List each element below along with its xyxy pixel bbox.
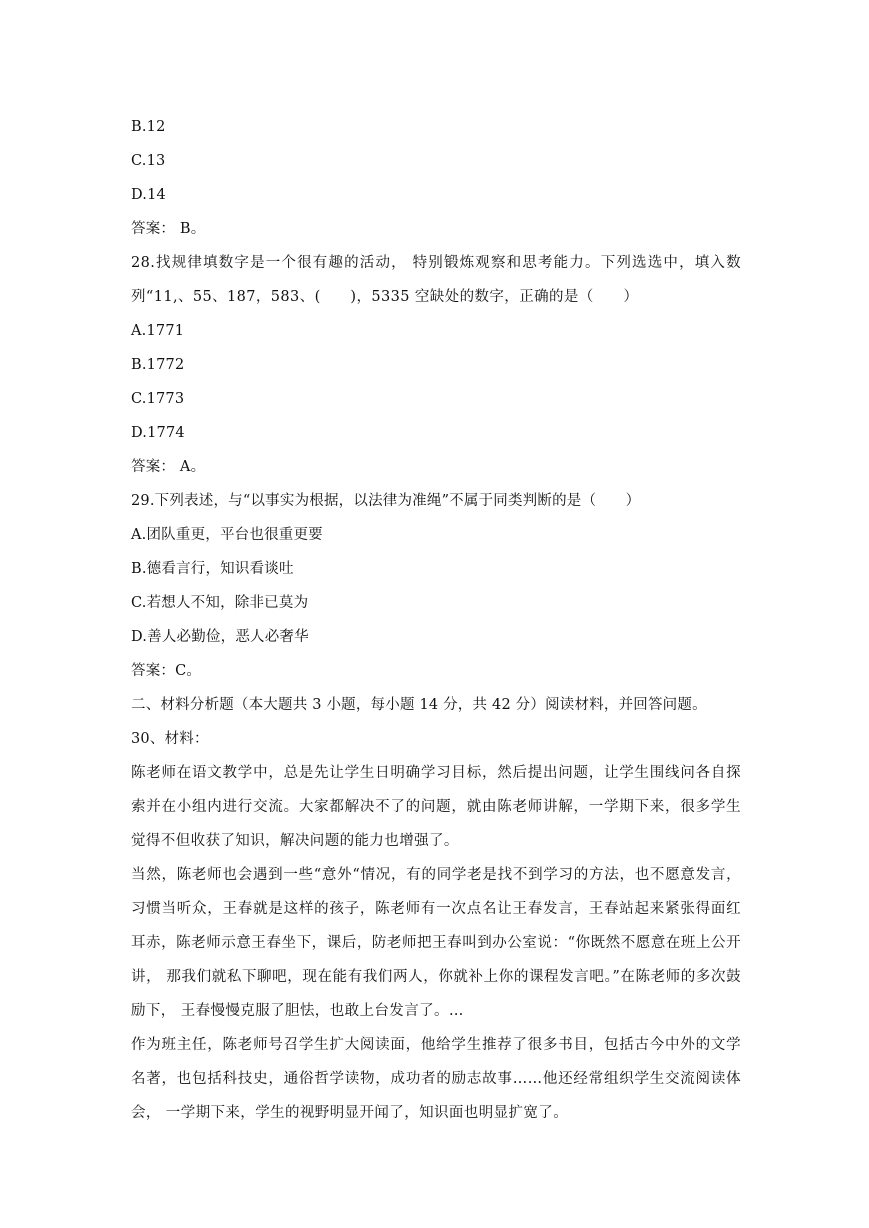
- q30-label: 30、材料：: [131, 731, 209, 747]
- q29-answer: 答案：C。: [131, 663, 202, 679]
- q28-option-c: C.1773: [131, 391, 185, 407]
- q29-stem: 29.下列表述，与“以事实为根据，以法律为准绳”不属于同类判断的是（ ）: [131, 493, 641, 509]
- q28-option-a: A.1771: [131, 323, 185, 339]
- document-content: [131, 110, 741, 1130]
- q27-option-b: B.12: [131, 119, 166, 135]
- q28-option-b: B.1772: [131, 357, 185, 373]
- q29-option-a: A.团队重更，平台也很重更要: [131, 527, 323, 543]
- section-heading: 二、材料分析题（本大题共 3 小题，每小题 14 分，共 42 分）阅读材料，并回答问题。: [131, 697, 707, 713]
- q30-paragraph-3: 作为班主任，陈老师号召学生扩大阅读面，他给学生推荐了很多书目，包括古今中外的文学名著，也包括科技史，通俗哲学读物，成功者的励志故事……他还经常组织学生交流阅读体会， 一学期下来，学生的视野明显开闻了，知识面也明显扩宽了。: [131, 1037, 741, 1121]
- q29-option-c: C.若想人不知，除非已莫为: [131, 595, 309, 611]
- q28-stem: 28.找规律填数字是一个很有趣的活动， 特别锻炼观察和思考能力。下列选选中，填入数列“11,、55、187，583、( )，5335 空缺处的数字，正确的是（ ）: [131, 255, 741, 305]
- q30-paragraph-2: 当然，陈老师也会遇到一些“意外“情况，有的同学老是找不到学习的方法，也不愿意发言，习惯当听众，王春就是这样的孩子，陈老师有一次点名让王春发言，王春站起来紧张得面红耳赤，陈老师示意王春坐下，课后，防老师把王春叫到办公室说：“你既然不愿意在班上公开讲， 那我们就私下聊吧，现在能有我们两人，你就补上你的课程发言吧。”在陈老师的多次鼓励下， 王春慢慢克服了胆怯，也敢上台发言了。…: [131, 867, 741, 1019]
- q28-option-d: D.1774: [131, 425, 185, 441]
- q27-option-d: D.14: [131, 187, 166, 203]
- q29-option-b: B.德看言行，知识看谈吐: [131, 561, 294, 577]
- q30-paragraph-1: 陈老师在语文教学中，总是先让学生日明确学习目标，然后提出问题，让学生围线问各自探索并在小组内进行交流。大家都解决不了的问题，就由陈老师讲解，一学期下来，很多学生觉得不但收获了知识，解决问题的能力也增强了。: [131, 765, 741, 849]
- q27-answer: 答案： B。: [131, 221, 206, 237]
- q28-answer: 答案： A。: [131, 459, 206, 475]
- q27-option-c: C.13: [131, 153, 166, 169]
- q29-option-d: D.善人必勤俭，恶人必奢华: [131, 629, 309, 645]
